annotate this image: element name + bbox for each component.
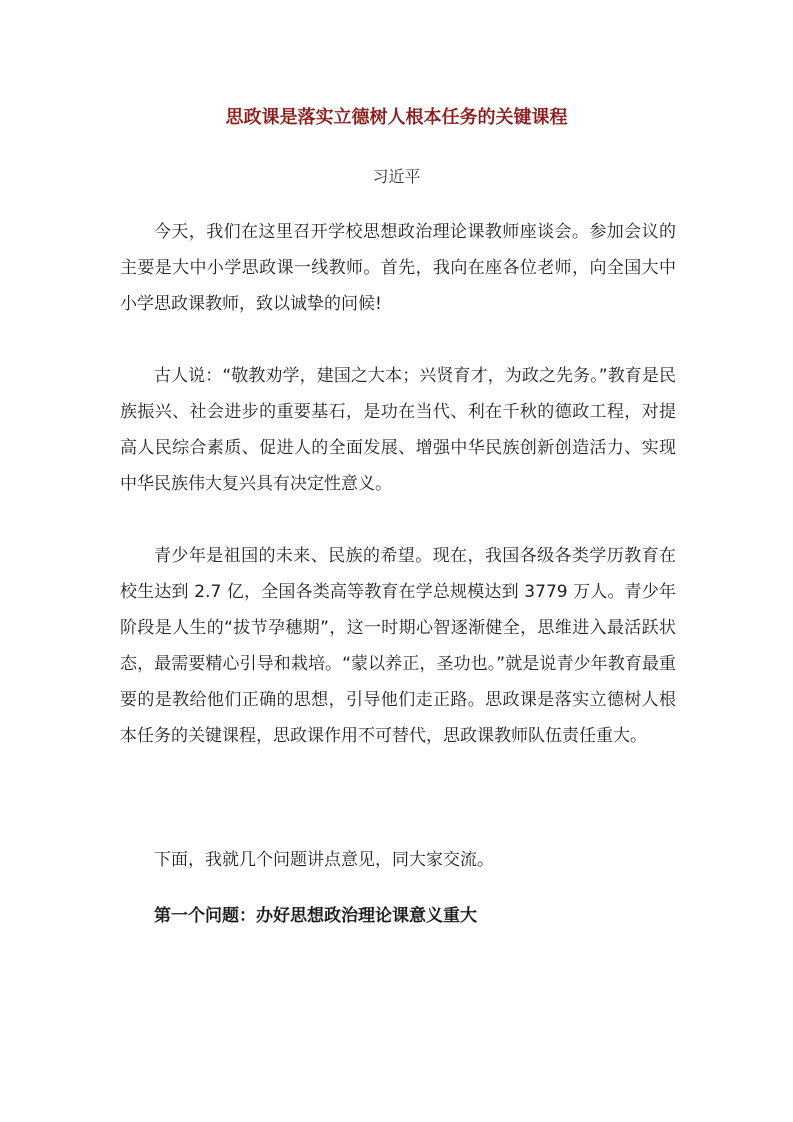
document-title: 思政课是落实立德树人根本任务的关键课程: [225, 107, 568, 128]
paragraph-opening: 今天，我们在这里召开学校思想政治理论课教师座谈会。参加会议的主要是大中小学思政课一线教师。首先，我向在座各位老师，向全国大中小学思政课教师，致以诚挚的问候!: [120, 222, 676, 314]
paragraph-education-importance: 古人说：“敬教劝学，建国之大本；兴贤育才，为政之先务。”教育是民族振兴、社会进步的重要基石，是功在当代、利在千秋的德政工程，对提高人民综合素质、促进人的全面发展、增强中华民族创新创造活力、实现中华民族伟大复兴具有决定性意义。: [120, 366, 676, 494]
author-name: 习近平: [372, 167, 421, 186]
paragraph-youth: 青少年是祖国的未来、民族的希望。现在，我国各级各类学历教育在校生达到 2.7 亿，全国各类高等教育在学总规模达到 3779 万人。青少年阶段是人生的“拔节孕穗期”，这一时期心智逐渐健全，思维进入最活跃状态，最需要精心引导和栽培。“蒙以养正，圣功也。”就是说青少年教育最重要的是教给他们正确的思想，引导他们走正路。思政课是落实立德树人根本任务的关键课程，思政课作用不可替代，思政课教师队伍责任重大。: [120, 546, 676, 746]
paragraph-transition: 下面，我就几个问题讲点意见，同大家交流。: [154, 850, 494, 870]
section-heading: 第一个问题：办好思想政治理论课意义重大: [154, 906, 477, 926]
